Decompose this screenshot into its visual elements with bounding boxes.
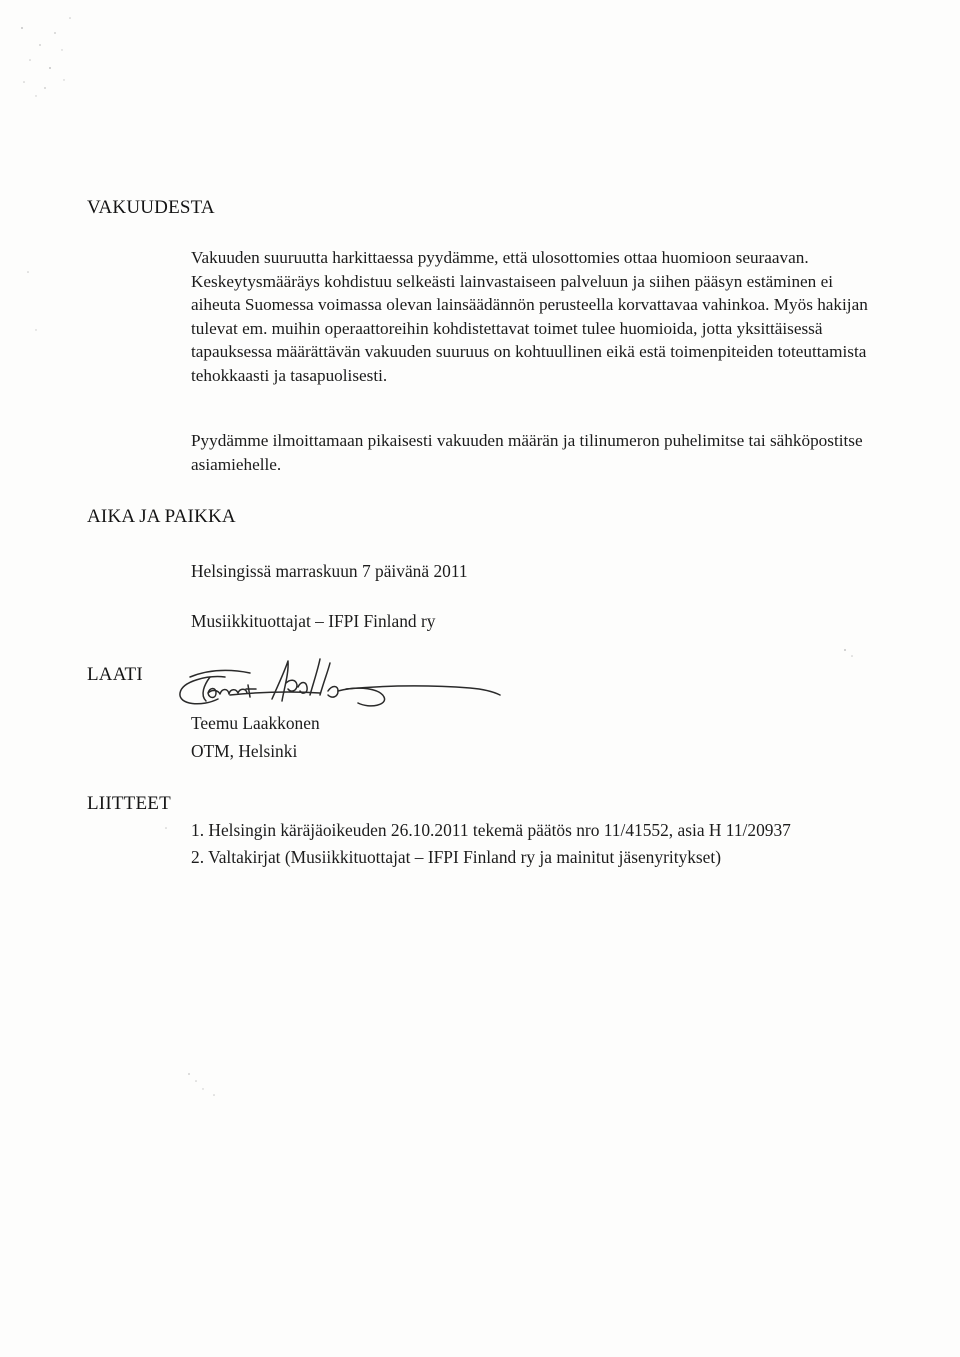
section-heading-aika-ja-paikka: AIKA JA PAIKKA — [87, 506, 236, 527]
section-heading-liitteet: LIITTEET — [87, 793, 171, 814]
signer-name: Teemu Laakkonen — [191, 713, 320, 733]
organization-line: Musiikkituottajat – IFPI Finland ry — [191, 611, 436, 631]
attachments-list — [191, 817, 791, 871]
section-heading-vakuudesta: VAKUUDESTA — [87, 197, 215, 218]
paragraph-vakuus: Vakuuden suuruutta harkittaessa pyydämme, että ulosottomies ottaa huomioon seuraavan. Keskeytysmääräys kohdistuu selkeästi lainvastaiseen palveluun ja siihen pääsyn estäminen ei aiheuta Suomessa voimassa olevan lainsäädännön perusteella korvattavaa vahinkoa. Myös hakijan tulevat em. muihin operaattoreihin kohdistettavat toimet tulee huomioida, jotta yksittäisessä tapauksessa määrättävän vakuuden suuruus on kohtuullinen eikä estä toimenpiteiden toteuttamista tehokkaasti ja tasapuolisesti. — [191, 248, 868, 385]
place-date-line: Helsingissä marraskuun 7 päivänä 2011 — [191, 561, 468, 581]
attachment-item: 1. Helsingin käräjäoikeuden 26.10.2011 tekemä päätös nro 11/41552, asia H 11/20937 — [191, 820, 791, 840]
attachment-item: 2. Valtakirjat (Musiikkituottajat – IFPI Finland ry ja mainitut jäsenyritykset) — [191, 847, 722, 867]
section-heading-laati: LAATI — [87, 664, 143, 685]
handwritten-signature — [170, 655, 510, 717]
signer-title: OTM, Helsinki — [191, 741, 298, 761]
paragraph-ilmoitus: Pyydämme ilmoittamaan pikaisesti vakuuden määrän ja tilinumeron puhelimitse tai sähköpostitse asiamiehelle. — [191, 431, 863, 474]
